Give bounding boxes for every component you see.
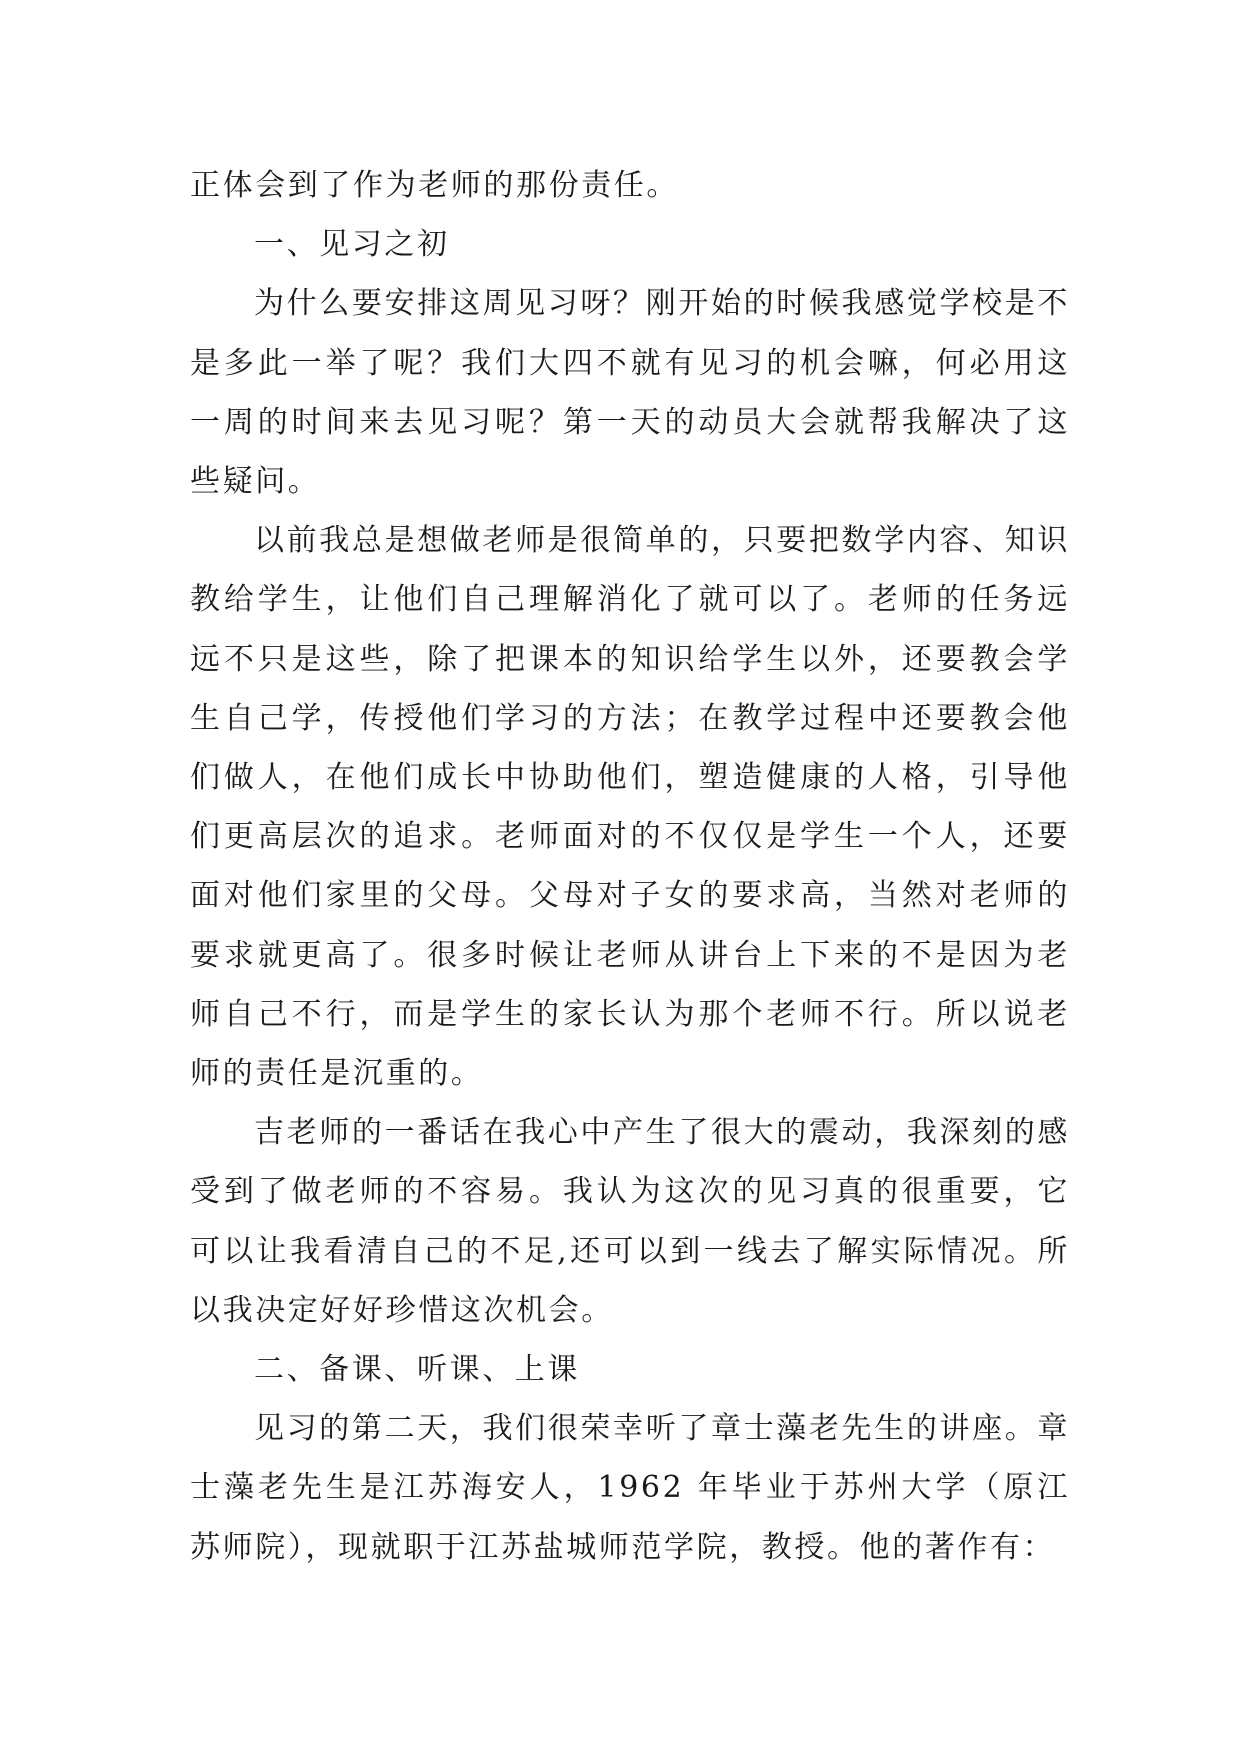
section-heading-2: 二、备课、听课、上课 [254, 1352, 580, 1388]
section-heading-1: 一、见习之初 [254, 227, 450, 263]
paragraph: 吉老师的一番话在我心中产生了很大的震动，我深刻的感受到了做老师的不容易。我认为这次的见习真的很重要，它可以让我看清自己的不足,还可以到一线去了解实际情况。所以我决定好好珍惜这次机会。 [190, 1115, 1070, 1328]
paragraph: 为什么要安排这周见习呀？刚开始的时候我感觉学校是不是多此一举了呢？我们大四不就有见习的机会嘛，何必用这一周的时间来去见习呢？第一天的动员大会就帮我解决了这些疑问。 [190, 286, 1070, 500]
paragraph: 见习的第二天，我们很荣幸听了章士藻老先生的讲座。章士藻老先生是江苏海安人，1962 年毕业于苏州大学（原江苏师院），现就职于江苏盐城师范学院，教授。他的著作有： [190, 1411, 1070, 1565]
paragraph-continuation: 正体会到了作为老师的那份责任。 [190, 168, 679, 203]
paragraph: 以前我总是想做老师是很简单的，只要把数学内容、知识教给学生，让他们自己理解消化了就可以了。老师的任务远远不只是这些，除了把课本的知识给学生以外，还要教会学生自己学，传授他们学习的方法；在教学过程中还要教会他们做人，在他们成长中协助他们，塑造健康的人格，引导他们更高层次的追求。老师面对的不仅仅是学生一个人，还要面对他们家里的父母。父母对子女的要求高，当然对老师的要求就更高了。很多时候让老师从讲台上下来的不是因为老师自己不行，而是学生的家长认为那个老师不行。所以说老师的责任是沉重的。 [190, 523, 1070, 1092]
document-body [190, 156, 1070, 1577]
